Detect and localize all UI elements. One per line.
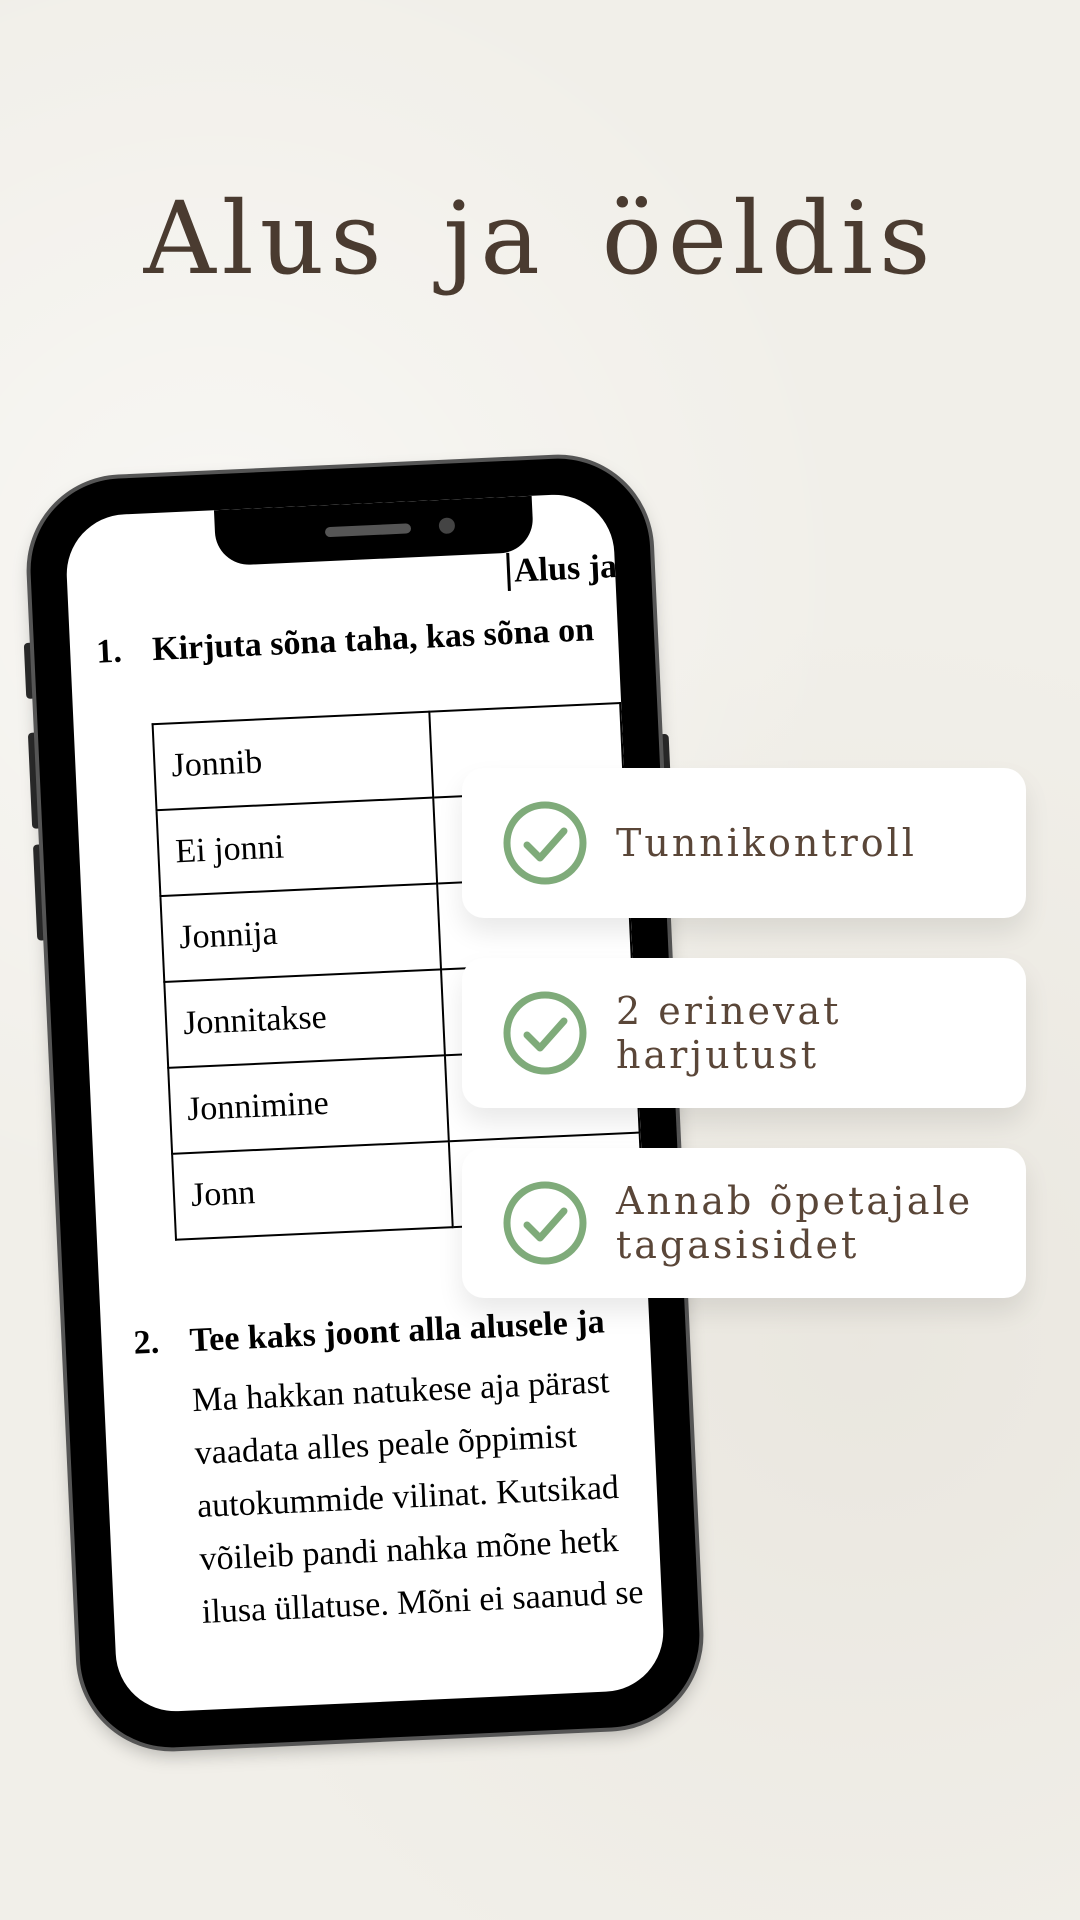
task-1-number: 1. — [95, 632, 123, 671]
task-2-paragraph — [191, 1351, 666, 1639]
check-circle-icon — [502, 990, 588, 1076]
feature-card — [462, 768, 1026, 918]
feature-text: 2 erinevat harjutust — [616, 989, 842, 1077]
page-title: Alus ja öeldis — [143, 180, 937, 297]
paragraph-line: võileib pandi nahka mõne hetk — [198, 1521, 620, 1578]
word-cell: Jonnija — [160, 883, 441, 981]
speaker-grille — [325, 523, 411, 537]
task-2 — [133, 1303, 606, 1362]
check-circle-icon — [502, 800, 588, 886]
feature-text: Tunnikontroll — [616, 821, 917, 865]
task-2-text: Tee kaks joont alla alusele ja — [188, 1303, 606, 1360]
paragraph-line: Ma hakkan natukese aja pärast — [191, 1363, 610, 1420]
word-cell: Jonnitakse — [164, 969, 445, 1067]
paragraph-line: vaadata alles peale õppimist — [193, 1417, 578, 1473]
check-circle-icon — [502, 1180, 588, 1266]
word-cell: Jonn — [172, 1141, 453, 1239]
task-1 — [95, 611, 594, 672]
paragraph-line: autokummide vilinat. Kutsikad — [196, 1468, 620, 1526]
task-1-text: Kirjuta sõna taha, kas sõna on — [151, 611, 595, 669]
feature-text: Annab õpetajale tagasisidet — [616, 1179, 974, 1267]
paragraph-line: ilusa üllatuse. Mõni ei saanud se — [201, 1573, 645, 1631]
task-2-number: 2. — [132, 1323, 160, 1362]
word-cell: Jonnib — [153, 712, 434, 810]
document-title: Alus ja — [506, 548, 618, 591]
feature-card — [462, 958, 1026, 1108]
word-cell: Ei jonni — [157, 798, 438, 896]
camera-icon — [439, 517, 456, 534]
feature-card — [462, 1148, 1026, 1298]
word-cell: Jonnimine — [168, 1055, 449, 1153]
